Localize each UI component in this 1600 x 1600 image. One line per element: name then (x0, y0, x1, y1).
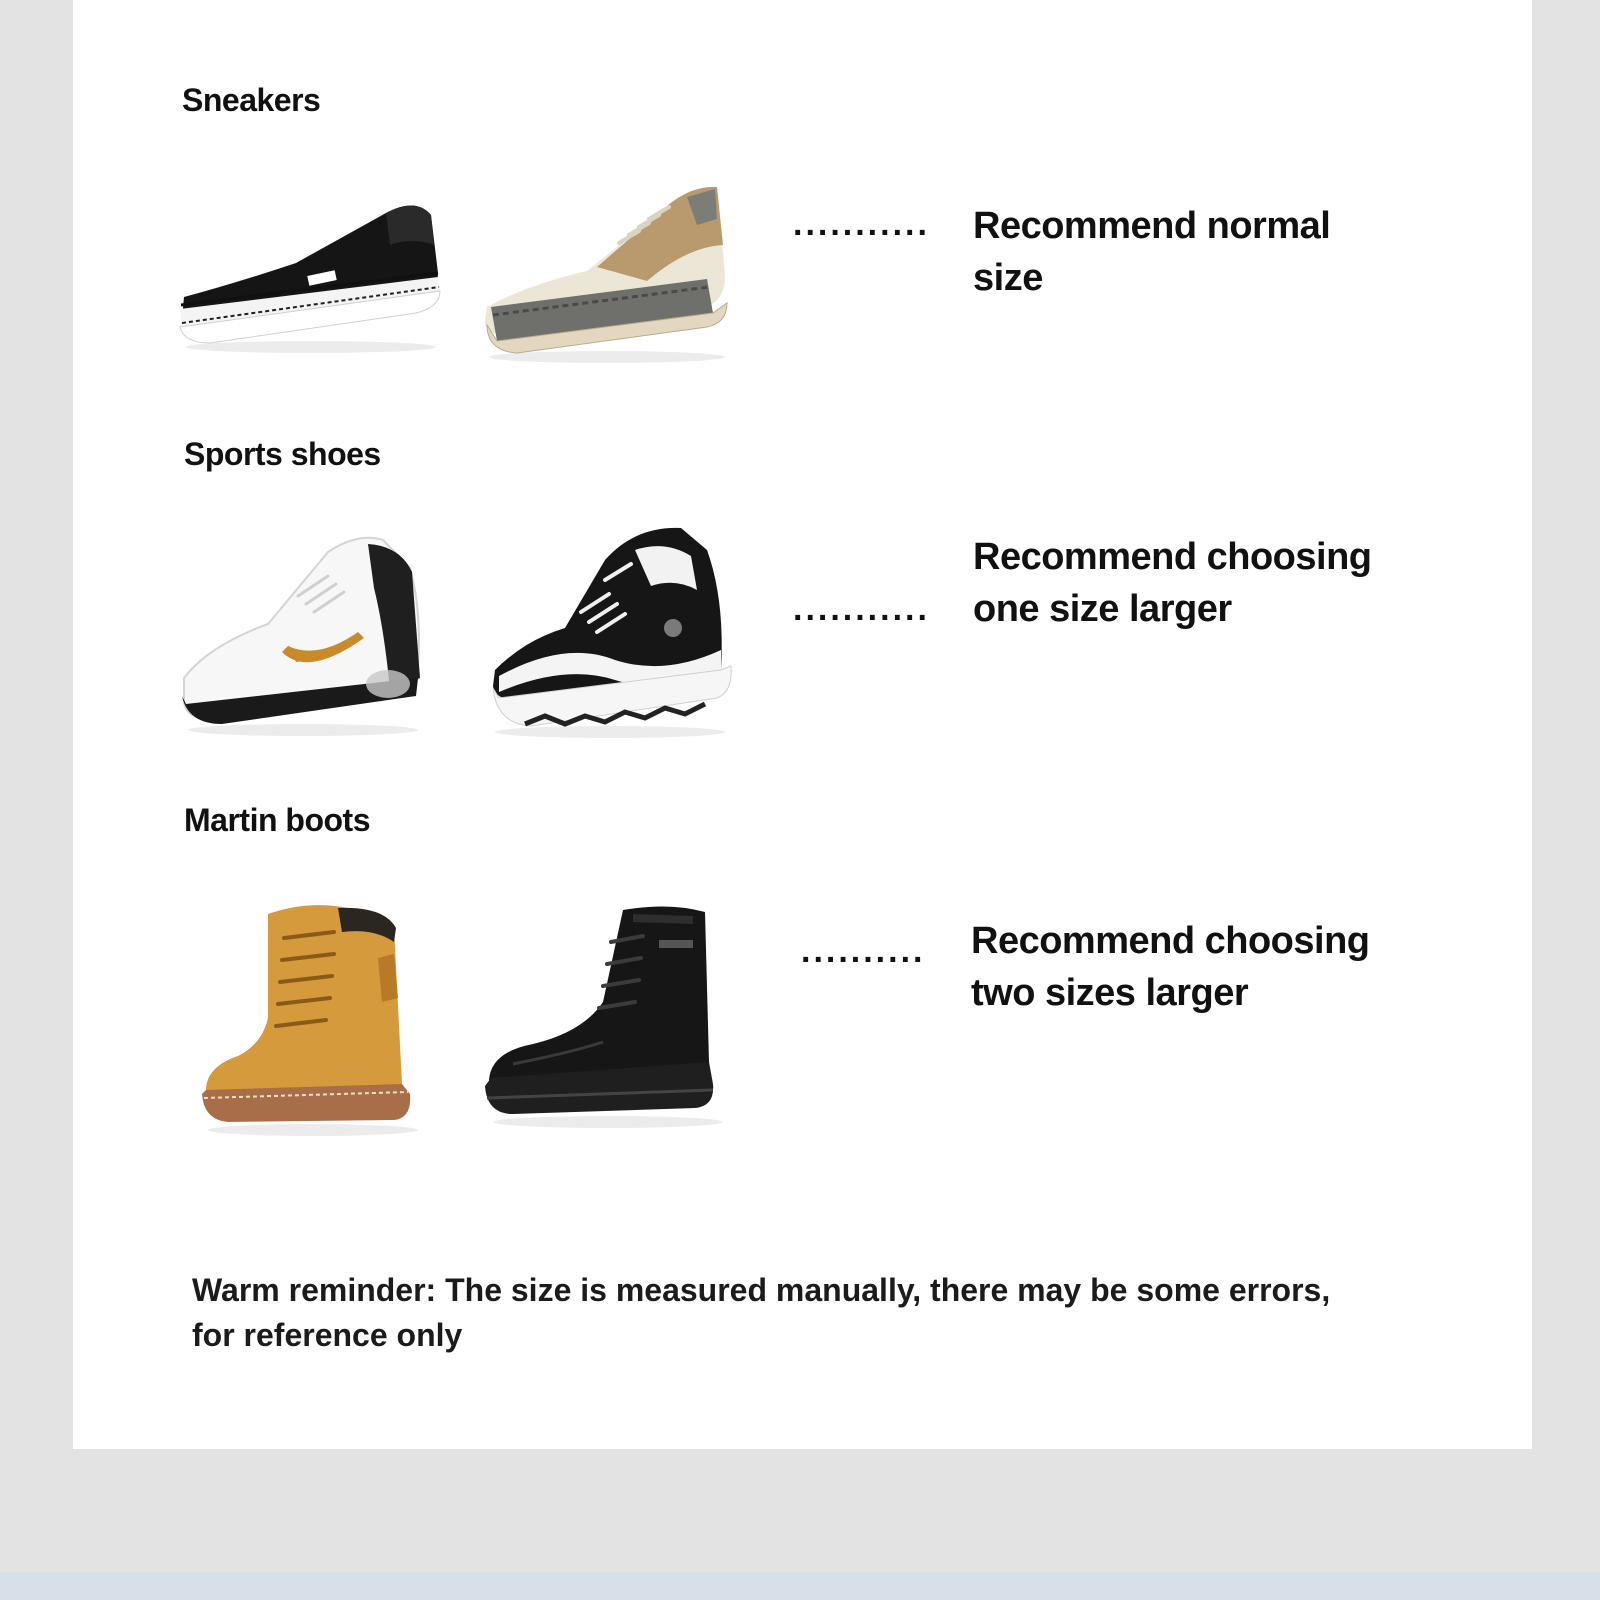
size-guide-card (73, 0, 1532, 1449)
recommendation-sports-shoes: Recommend choosing one size larger (973, 536, 1372, 630)
khaki-chunky-sneaker-image (477, 175, 737, 365)
black-canvas-sneaker-image (176, 185, 446, 355)
leader-dots: .......... (801, 932, 926, 970)
leader-dots: ........... (793, 590, 930, 628)
section-title-martin-boots: Martin boots (184, 802, 370, 838)
recommendation-martin-boots: Recommend choosing two sizes larger (971, 920, 1370, 1014)
leader-dots: ........... (793, 205, 930, 243)
black-martin-boot-image (483, 902, 733, 1130)
section-title-sports-shoes: Sports shoes (184, 436, 381, 472)
wheat-work-boot-image (198, 898, 428, 1138)
section-title-sneakers: Sneakers (182, 82, 321, 118)
recommendation-sneakers: Recommend normal size (973, 205, 1331, 299)
white-sports-shoe-image (178, 528, 428, 738)
bottom-band (0, 1572, 1600, 1600)
warm-reminder-text: Warm reminder: The size is measured manually, there may be some errors, for reference only (192, 1272, 1331, 1353)
black-chunky-sports-shoe-image (485, 520, 735, 740)
